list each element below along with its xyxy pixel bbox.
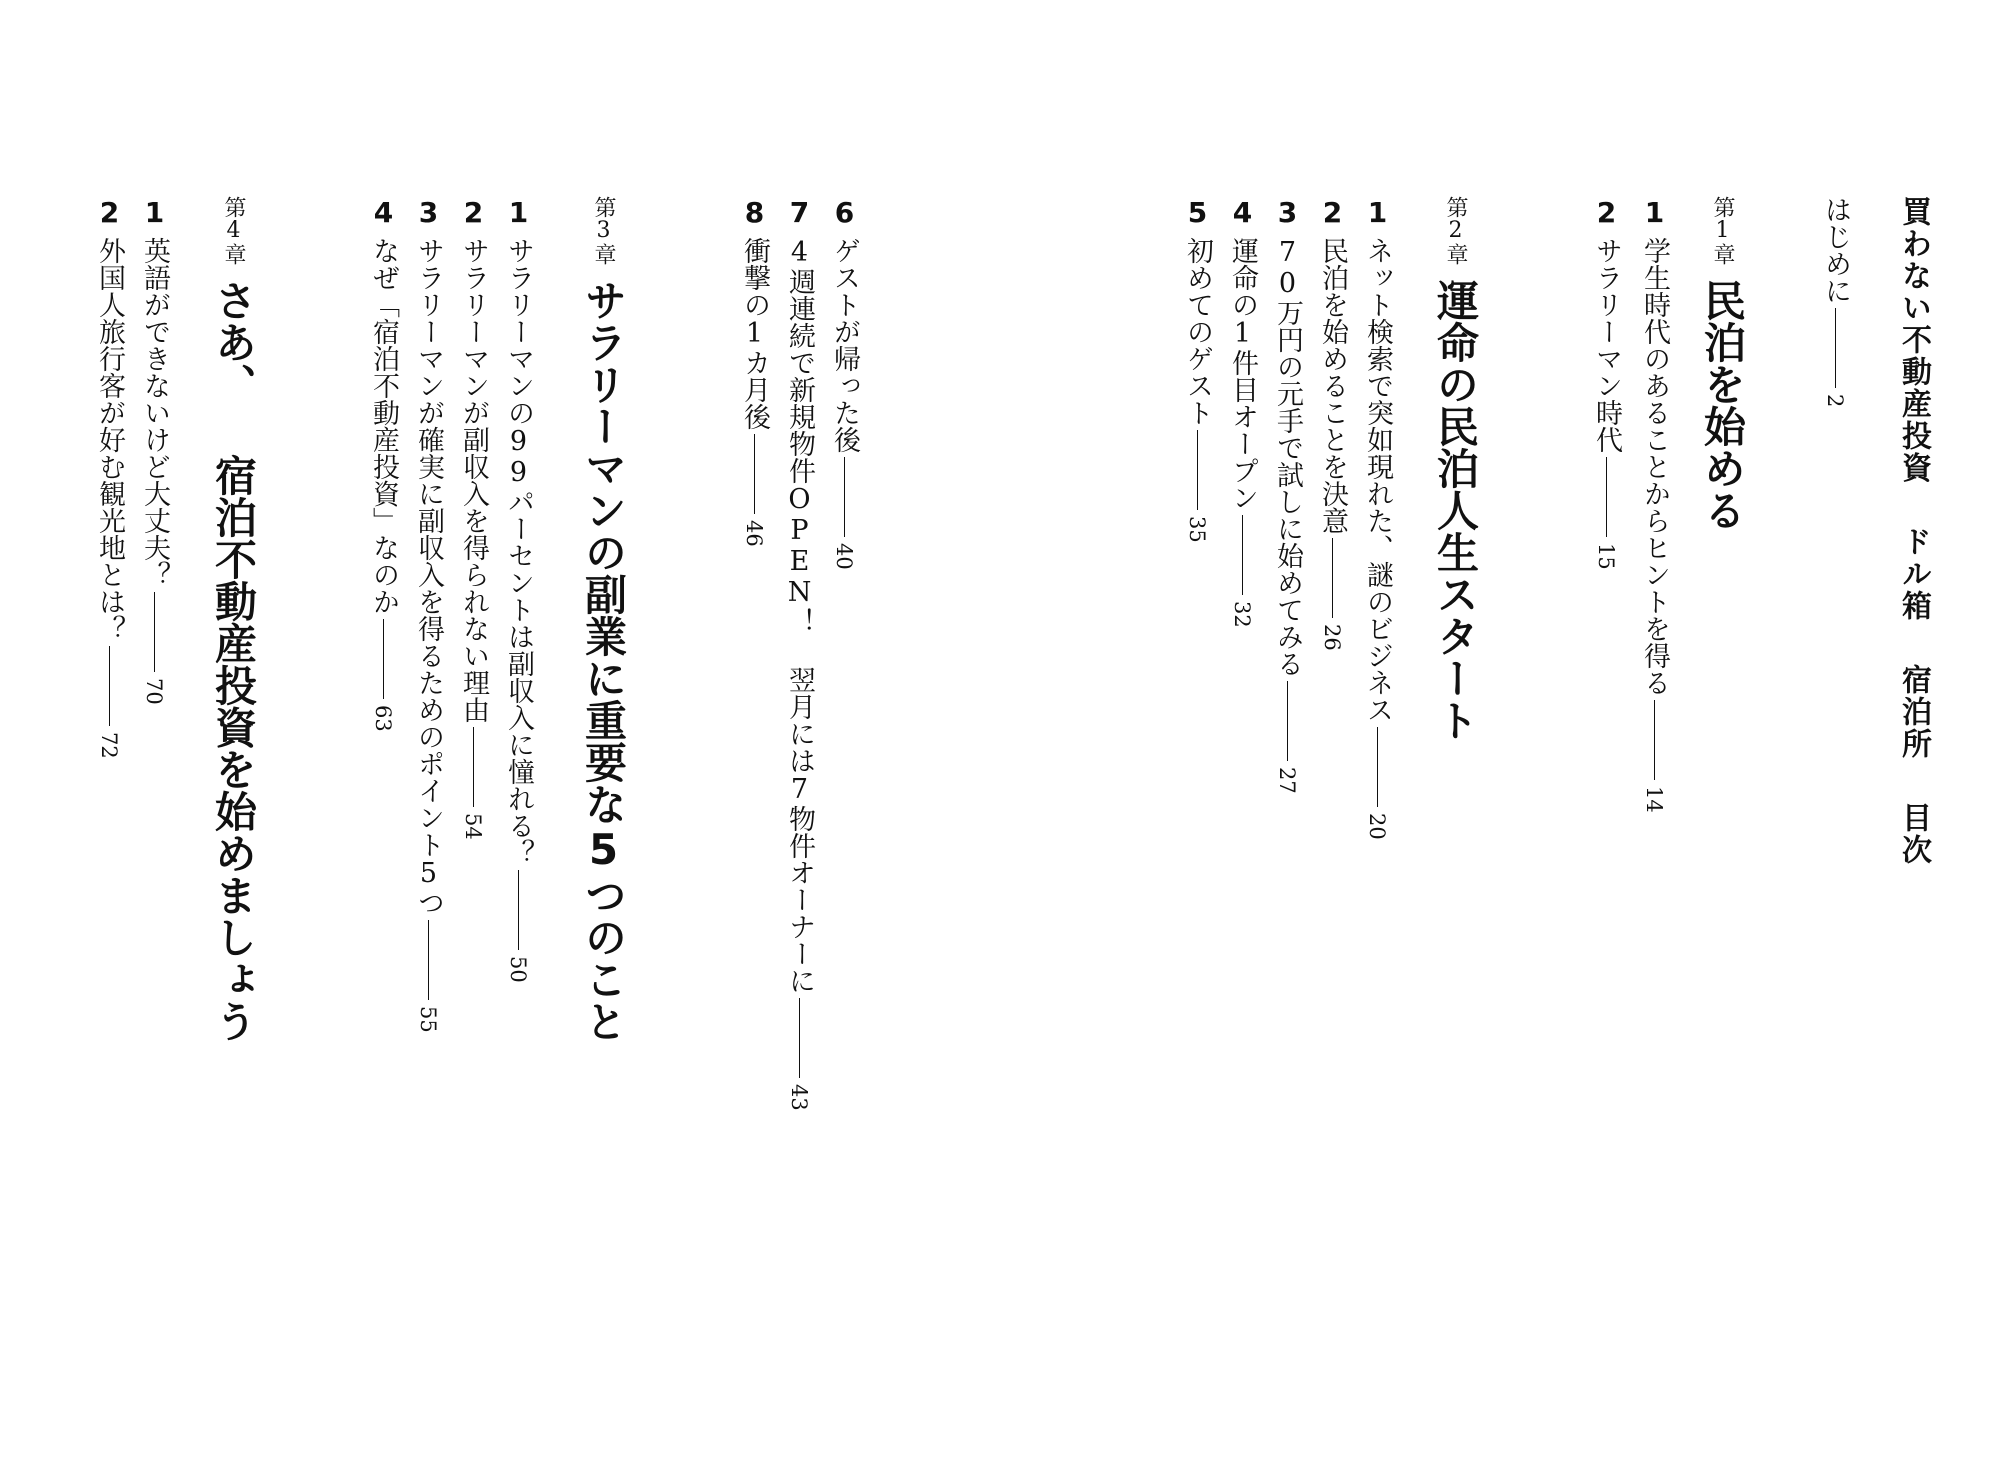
leader-line [428,920,429,1000]
item-number: 5 [1181,196,1214,229]
book-title [1896,196,1931,866]
item-text: ゲストが帰った後 [829,237,860,453]
chapter-title: さあ、 宿泊不動産投資を始めましょう [209,279,258,1042]
page-number: 35 [1185,516,1209,543]
page-number: 55 [416,1006,440,1033]
item-text: 学生時代のあることからヒントを得る [1639,237,1670,696]
leader-line [1654,700,1655,780]
page-number: 40 [832,543,856,570]
leader-line [1606,457,1607,537]
toc-item[interactable] [1271,196,1304,794]
toc-item[interactable] [1316,196,1349,651]
item-number: 2 [1590,196,1623,229]
toc-item[interactable] [367,196,400,732]
chapter-heading[interactable] [579,196,628,1042]
toc-item[interactable] [1181,196,1214,543]
leader-line [799,998,800,1078]
toc-item[interactable] [412,196,445,1033]
leader-line [754,434,755,514]
item-text: 衝撃の1カ月後 [739,237,770,430]
leader-line [1835,308,1836,388]
toc-intro[interactable] [1822,196,1849,407]
title-part-3: 宿泊所 [1896,664,1931,760]
leader-line [1242,515,1243,595]
item-number: 2 [457,196,490,229]
toc-item[interactable] [502,196,535,983]
leader-line [154,592,155,672]
title-part-2: ドル箱 [1896,526,1931,622]
leader-line [518,870,519,950]
item-number: 7 [783,196,816,229]
title-part-4: 目次 [1896,802,1931,866]
item-text: サラリーマンが副収入を得られない理由 [458,237,489,723]
toc-item[interactable] [1226,196,1259,628]
page-number: 72 [97,732,121,759]
page-number: 26 [1320,624,1344,651]
item-number: 8 [738,196,771,229]
leader-line [844,457,845,537]
leader-line [383,619,384,699]
item-text: サラリーマン時代 [1591,237,1622,453]
item-text: 運命の1件目オープン [1227,237,1258,511]
page-number: 14 [1642,786,1666,813]
page-number: 43 [787,1084,811,1111]
item-number: 6 [828,196,861,229]
item-number: 1 [1361,196,1394,229]
item-text: 初めてのゲスト [1182,237,1213,426]
title-part-1: 買わない不動産投資 [1896,196,1931,484]
toc-item[interactable] [1638,196,1671,813]
toc-item[interactable] [1590,196,1623,570]
chapter-label: 第1章 [1710,196,1735,265]
item-number: 1 [1638,196,1671,229]
toc-item[interactable] [1361,196,1394,840]
page-number: 46 [742,520,766,547]
item-text: 民泊を始めることを決意 [1317,237,1348,534]
item-number: 4 [1226,196,1259,229]
chapter-label: 第3章 [591,196,616,265]
leader-line [1197,430,1198,510]
page-number: 63 [371,705,395,732]
toc-item[interactable] [138,196,171,705]
chapter-label: 第4章 [221,196,246,265]
item-number: 1 [138,196,171,229]
page-number: 20 [1365,813,1389,840]
item-number: 2 [1316,196,1349,229]
item-text: 4週連続で新規物件OPEN！ 翌月には7物件オーナーに [784,237,815,994]
item-number: 1 [502,196,535,229]
chapter-heading[interactable] [209,196,258,1042]
toc-item[interactable] [828,196,861,570]
page-number: 50 [506,956,530,983]
leader-line [1377,727,1378,807]
intro-label: はじめに [1820,196,1851,304]
item-text: なぜ「宿泊不動産投資」なのか [368,237,399,615]
chapter-title: 運命の民泊人生スタート [1431,279,1480,741]
item-number: 3 [1271,196,1304,229]
toc-item[interactable] [93,196,126,759]
page-number: 70 [142,678,166,705]
page-number: 15 [1594,543,1618,570]
leader-line [1332,538,1333,618]
toc-item[interactable] [783,196,816,1111]
item-text: サラリーマンが確実に副収入を得るためのポイント5つ [413,237,444,916]
chapter-title: 民泊を始める [1698,279,1747,531]
item-text: ネット検索で突如現れた、謎のビジネス [1362,237,1393,723]
chapter-heading[interactable] [1698,196,1747,531]
leader-line [109,646,110,726]
toc-item[interactable] [738,196,771,547]
item-text: 英語ができないけど大丈夫？ [139,237,170,588]
toc-item[interactable] [457,196,490,840]
page-number: 32 [1230,601,1254,628]
chapter-title: サラリーマンの副業に重要な5つのこと [579,279,628,1042]
page-number: 2 [1823,394,1847,408]
item-text: 70万円の元手で試しに始めてみる [1272,237,1303,677]
leader-line [1287,681,1288,761]
chapter-label: 第2章 [1443,196,1468,265]
page-number: 54 [461,813,485,840]
item-text: サラリーマンの99パーセントは副収入に憧れる？ [503,237,534,866]
item-text: 外国人旅行客が好む観光地とは？ [94,237,125,642]
item-number: 4 [367,196,400,229]
page-number: 27 [1275,767,1299,794]
leader-line [473,727,474,807]
item-number: 3 [412,196,445,229]
item-number: 2 [93,196,126,229]
chapter-heading[interactable] [1431,196,1480,741]
